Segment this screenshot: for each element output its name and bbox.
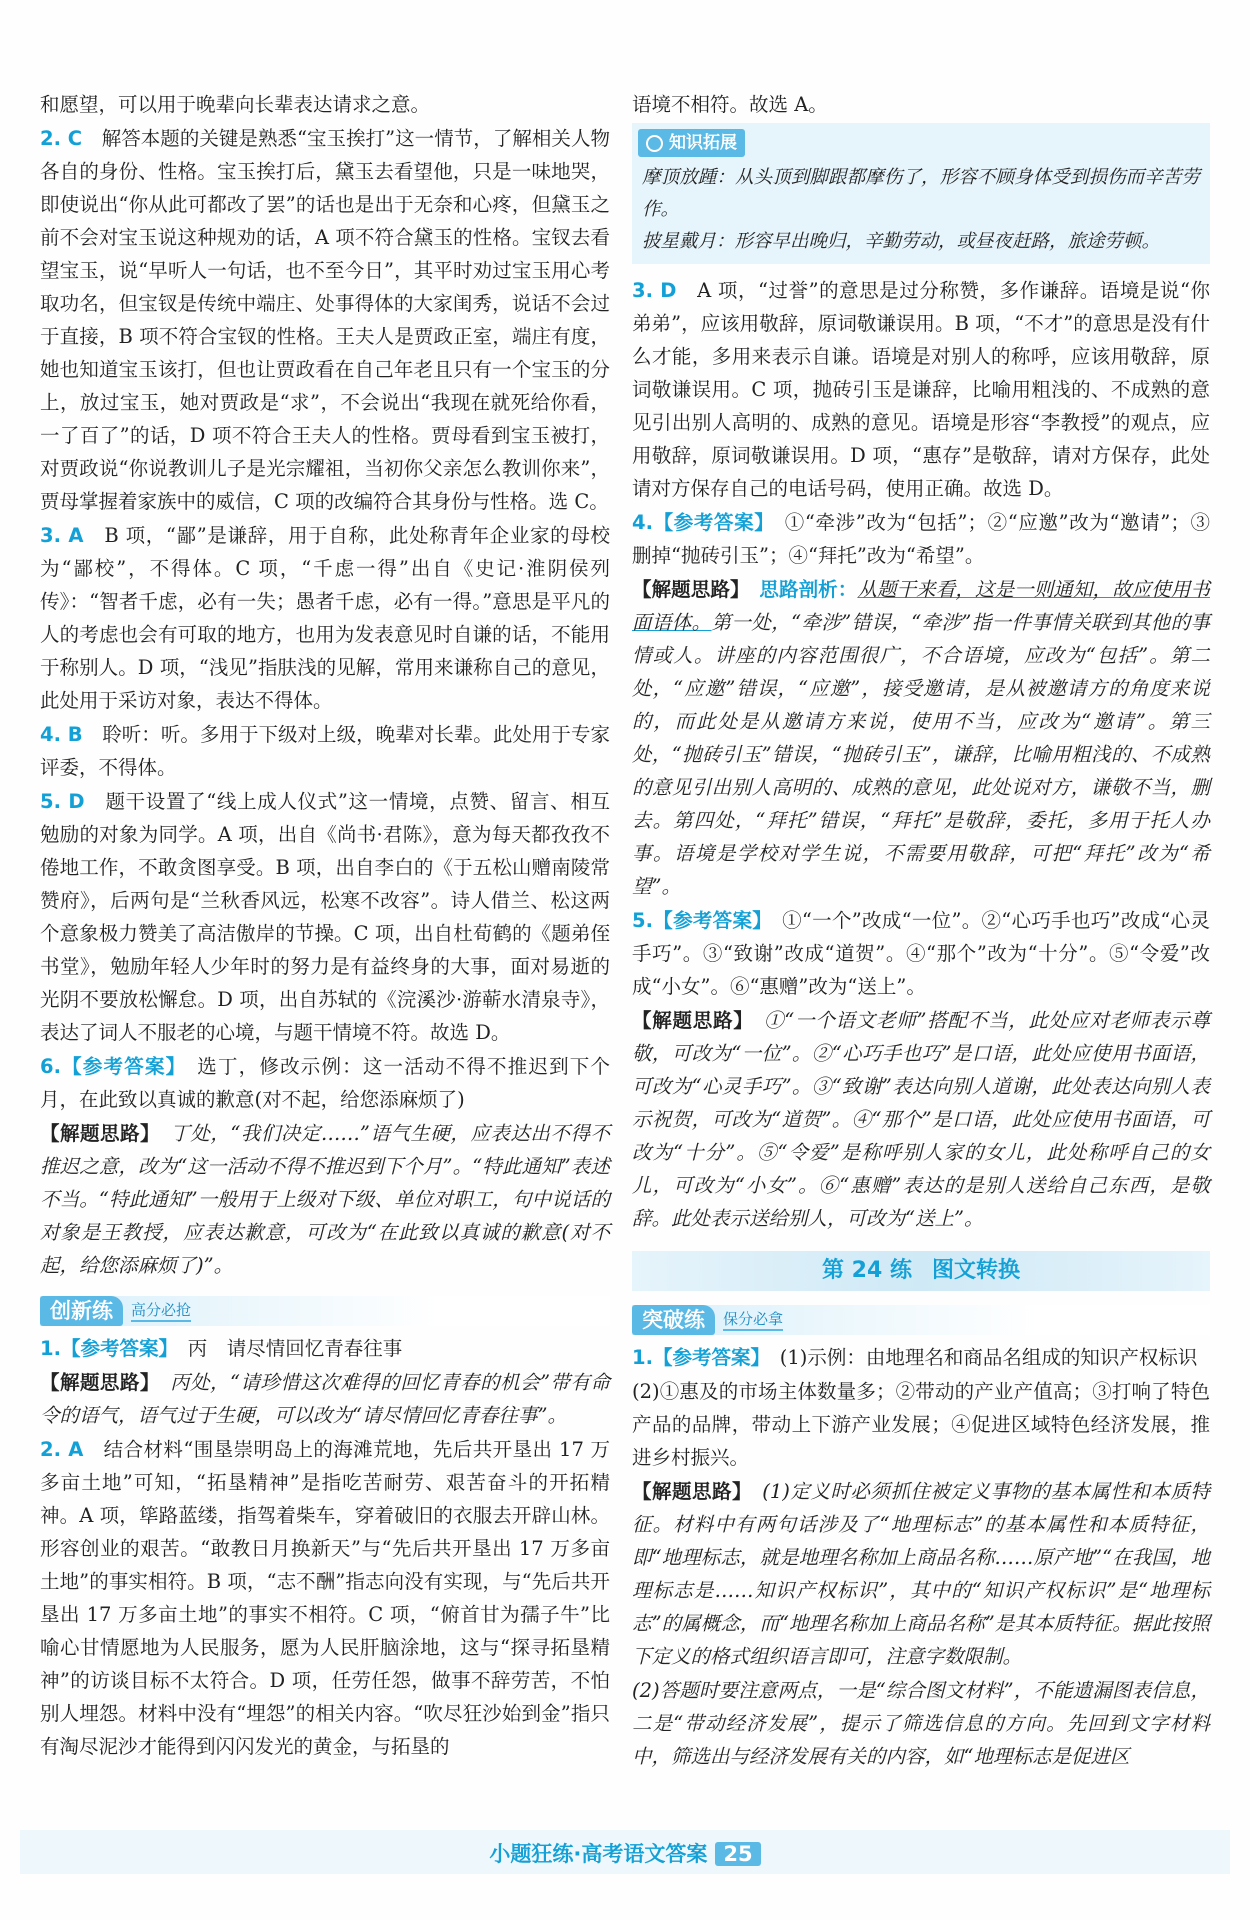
answer-t1 [632, 1341, 1210, 1374]
knowledge-extension-box [632, 123, 1210, 264]
thought-text: 第一处，“牵涉”错误，“牵涉”指一件事情关联到其他的事情或人。讲座的内容范围很广，不合语境，应改为“包括”。第二处，“应邀”错误，“应邀”，接受邀请，是从被邀请方的角度来说的，而此处是从邀请方来说，使用不当，应改为“邀请”。第三处，“抛砖引玉”错误，“抛砖引玉”，谦辞，比喻用粗浅的、不成熟的意见引出别人高明的、成熟的意见，此处说对方，谦敬不当，删去。第四处，“拜托”错误，“拜托”是敬辞，委托，多用于托人办事。语境是学校对学生说，不需要用敬辞，可把“拜托”改为“希望”。 [632, 610, 1210, 898]
section-header-breakthrough [632, 1305, 1210, 1335]
thought-text: (2)答题时要注意两点，一是“综合图文材料”，不能遗漏图表信息，二是“带动经济发展”，提示了筛选信息的方向。先回到文字材料中，筛选出与经济发展有关的内容，如“地理标志是促进区 [632, 1678, 1210, 1768]
answer-3 [40, 519, 610, 717]
chapter-title: 图文转换 [931, 1257, 1020, 1283]
question-number: 3. A [40, 524, 84, 547]
answer-text: (2)①惠及的市场主体数量多；②带动的产业产值高；③打响了特色产品的品牌，带动上下游产业发展；④促进区域特色经济发展，推进乡村振兴。 [632, 1379, 1210, 1469]
knowledge-title: 知识拓展 [669, 132, 737, 153]
answer-text: 聆听：听。多用于下级对上级，晚辈对长辈。此处用于专家评委，不得体。 [40, 723, 610, 779]
answer-text: B 项，“鄙”是谦辞，用于自称，此处称青年企业家的母校为“鄙校”，不得体。C 项，“千虑一得”出自《史记·淮阴侯列传》：“智者千虑，必有一失；愚者千虑，必有一得。”意思是平凡的人的考虑也会有可取的地方，也用为发表意见时自谦的话，不能用于称别人。D 项，“浅见”指肤浅的见解，常用来谦称自己的意见，此处用于采访对象，表达不得体。 [40, 524, 610, 712]
thought-label: 【解题思路】 [40, 1371, 151, 1394]
section-title: 创新练 [40, 1296, 123, 1326]
answer-5 [40, 785, 610, 1049]
knowledge-item: 披星戴月：形容早出晚归，辛勤劳动，或昼夜赶路，旅途劳顿。 [642, 230, 1161, 252]
question-number: 5. D [40, 790, 85, 813]
answer-text: (1)示例：由地理名和商品名组成的知识产权标识 [779, 1345, 1198, 1369]
question-number: 6.【参考答案】 [40, 1055, 177, 1078]
solution-thought [632, 1475, 1210, 1673]
answer-text: 结合材料“围垦崇明岛上的海滩荒地，先后共开垦出 17 万多亩土地”可知，“拓垦精神”是指吃苦耐劳、艰苦奋斗的开拓精神。A 项，筚路蓝缕，指驾着柴车，穿着破旧的衣服去开辟山林。形容创业的艰苦。“敢教日月换新天”与“先后共开垦出 17 万多亩土地”的事实相符。B 项，“志不酬”指志向没有实现，与“先后共开垦出 17 万多亩土地”的事实不相符。C 项，“俯首甘为孺子牛”比喻心甘情愿地为人民服务，愿为人民肝脑涂地，这与“探寻拓垦精神”的访谈目标不太符合。D 项，任劳任怨，做事不辞劳苦，不怕别人埋怨。材料中没有“埋怨”的相关内容。“吹尽狂沙始到金”指只有淘尽泥沙才能得到闪闪发光的黄金，与拓垦的 [40, 1438, 610, 1758]
question-number: 4.【参考答案】 [632, 510, 765, 534]
question-number: 1.【参考答案】 [632, 1345, 761, 1369]
chapter-number: 第 24 练 [822, 1257, 912, 1283]
section-title: 突破练 [632, 1305, 715, 1335]
answer-text: 丙 请尽情回忆青春往事 [187, 1337, 403, 1360]
answer-text: 题干设置了“线上成人仪式”这一情境，点赞、留言、相互勉励的对象为同学。A 项，出自《尚书·君陈》，意为每天都孜孜不倦地工作，不敢贪图享受。B 项，出自李白的《于五松山赠南陵常赞府》，后两句是“兰秋香风远，松寒不改容”。诗人借兰、松这两个意象极力赞美了高洁傲岸的节操。C 项，出自杜荀鹤的《题弟侄书堂》，勉励年轻人少年时的努力是有益终身的大事，面对易逝的光阴不要放松懈怠。D 项，出自苏轼的《浣溪沙·游蕲水清泉寺》，表达了词人不服老的心境，与题干情境不符。故选 D。 [40, 790, 610, 1044]
section-header-innovation [40, 1296, 610, 1326]
question-number: 2. A [40, 1438, 84, 1461]
analysis-underline: 从题干来看，这是一则通知，故应使用书面语体。 [632, 577, 1210, 634]
solution-thought [632, 1004, 1210, 1235]
solution-thought [40, 1366, 610, 1432]
section-subtitle: 保分必拿 [723, 1309, 783, 1331]
solution-thought [40, 1117, 610, 1282]
knowledge-header [638, 129, 745, 157]
answer-text: ①“一个”改成“一位”。②“心巧手也巧”改成“心灵手巧”。③“致谢”改成“道贺”。④“那个”改为“十分”。⑤“令爱”改成“小女”。⑥“惠赠”改为“送上”。 [632, 908, 1210, 998]
paragraph: 和愿望，可以用于晚辈向长辈表达请求之意。 [40, 93, 431, 116]
answer-text: ①“牵涉”改为“包括”；②“应邀”改为“邀请”；③删掉“抛砖引玉”；④“拜托”改为“希望”。 [632, 510, 1210, 567]
answer-4 [632, 506, 1210, 572]
footer-title: 小题狂练·高考语文答案 [489, 1842, 708, 1866]
right-column [632, 88, 1210, 1774]
answer-4 [40, 718, 610, 784]
thought-label: 【解题思路】 [632, 1479, 743, 1503]
question-number: 1.【参考答案】 [40, 1337, 169, 1360]
question-number: 2. C [40, 127, 83, 150]
thought-text: ①“一个语文老师”搭配不当，此处应对老师表示尊敬，可改为“一位”。②“心巧手也巧”是口语，此处应使用书面语，可改为“心灵手巧”。③“致谢”表达向别人道谢，此处表达向别人表示祝贺，可改为“道贺”。④“那个”是口语，此处应使用书面语，可改为“十分”。⑤“令爱”是称呼别人家的女儿，此处称呼自己的女儿，可改为“小女”。⑥“惠赠”表达的是别人送给自己东西，是敬辞。此处表示送给别人，可改为“送上”。 [632, 1008, 1210, 1230]
thought-label: 【解题思路】 [40, 1122, 151, 1145]
section-subtitle: 高分必抢 [131, 1300, 191, 1322]
answer-text: 选丁，修改示例：这一活动不得不推迟到下个月，在此致以真诚的歉意(对不起，给您添麻烦了) [40, 1055, 610, 1111]
answer-5 [632, 904, 1210, 1003]
thought-label: 【解题思路】 [632, 577, 740, 601]
question-number: 3. D [632, 278, 677, 302]
page-number: 25 [715, 1842, 760, 1866]
thought-label: 【解题思路】 [632, 1008, 744, 1032]
paragraph: 语境不相符。故选 A。 [632, 93, 828, 116]
magnifier-icon [646, 135, 663, 152]
answer-6 [40, 1050, 610, 1116]
answer-text: 解答本题的关键是熟悉“宝玉挨打”这一情节，了解相关人物各自的身份、性格。宝玉挨打后，黛玉去看望他，只是一味地哭，即使说出“你从此可都改了罢”的话也是出于无奈和心疼，但黛玉之前不会对宝玉说这种规劝的话，A 项不符合黛玉的性格。宝钗去看望宝玉，说“早听人一句话，也不至今日”，其平时劝过宝玉用心考取功名，但宝钗是传统中端庄、处事得体的大家闺秀，说话不会过于直接，B 项不符合宝钗的性格。王夫人是贾政正室，端庄有度，她也知道宝玉该打，但也让贾政看在自己年老且只有一个宝玉的分上，放过宝玉，她对贾政是“求”，不会说出“我现在就死给你看，一了百了”的话，D 项不符合王夫人的性格。贾母看到宝玉被打，对贾政说“你说教训儿子是光宗耀祖，当初你父亲怎么教训你来”，贾母掌握着家族中的威信，C 项的改编符合其身份与性格。选 C。 [40, 127, 610, 513]
question-number: 5.【参考答案】 [632, 908, 763, 932]
answer-c1 [40, 1332, 610, 1365]
thought-text: 丁处，“我们决定……”语气生硬，应表达出不得不推迟之意，改为“这一活动不得不推迟到下个月”。“特此通知”表述不当。“特此通知”一般用于上级对下级、单位对职工，句中说话的对象是王教授，应表达歉意，可改为“在此致以真诚的歉意(对不起，给您添麻烦了)”。 [40, 1122, 610, 1277]
answer-c2 [40, 1433, 610, 1763]
answer-text: A 项，“过誉”的意思是过分称赞，多作谦辞。语境是说“你弟弟”，应该用敬辞，原词敬谦误用。B 项，“不才”的意思是没有什么才能，多用来表示自谦。语境是对别人的称呼，应该用敬辞，原词敬谦误用。C 项，抛砖引玉是谦辞，比喻用粗浅的、不成熟的意见引出别人高明的、成熟的意见。语境是形容“李教授”的观点，应用敬辞，原词敬谦误用。D 项，“惠存”是敬辞，请对方保存，此处请对方保存自己的电话号码，使用正确。故选 D。 [632, 278, 1210, 500]
analysis-label: 思路剖析： [759, 577, 858, 601]
page-footer [0, 1838, 1250, 1868]
thought-text: 丙处，“请珍惜这次难得的回忆青春的机会”带有命令的语气，语气过于生硬，可以改为“请尽情回忆青春往事”。 [40, 1371, 610, 1427]
answer-2 [40, 122, 610, 518]
chapter-banner [632, 1251, 1210, 1291]
answer-3 [632, 274, 1210, 505]
thought-text: (1)定义时必须抓住被定义事物的基本属性和本质特征。材料中有两句话涉及了“地理标志”的基本属性和本质特征，即“地理标志，就是地理名称加上商品名称……原产地”“在我国，地理标志是……知识产权标识”，其中的“知识产权标识”是“地理标志”的属概念，而“地理名称加上商品名称”是其本质特征。据此按照下定义的格式组织语言即可，注意字数限制。 [632, 1479, 1210, 1668]
solution-thought [632, 573, 1210, 903]
knowledge-item: 摩顶放踵：从头顶到脚跟都摩伤了，形容不顾身体受到损伤而辛苦劳作。 [642, 166, 1200, 220]
left-column [40, 88, 610, 1764]
question-number: 4. B [40, 723, 83, 746]
